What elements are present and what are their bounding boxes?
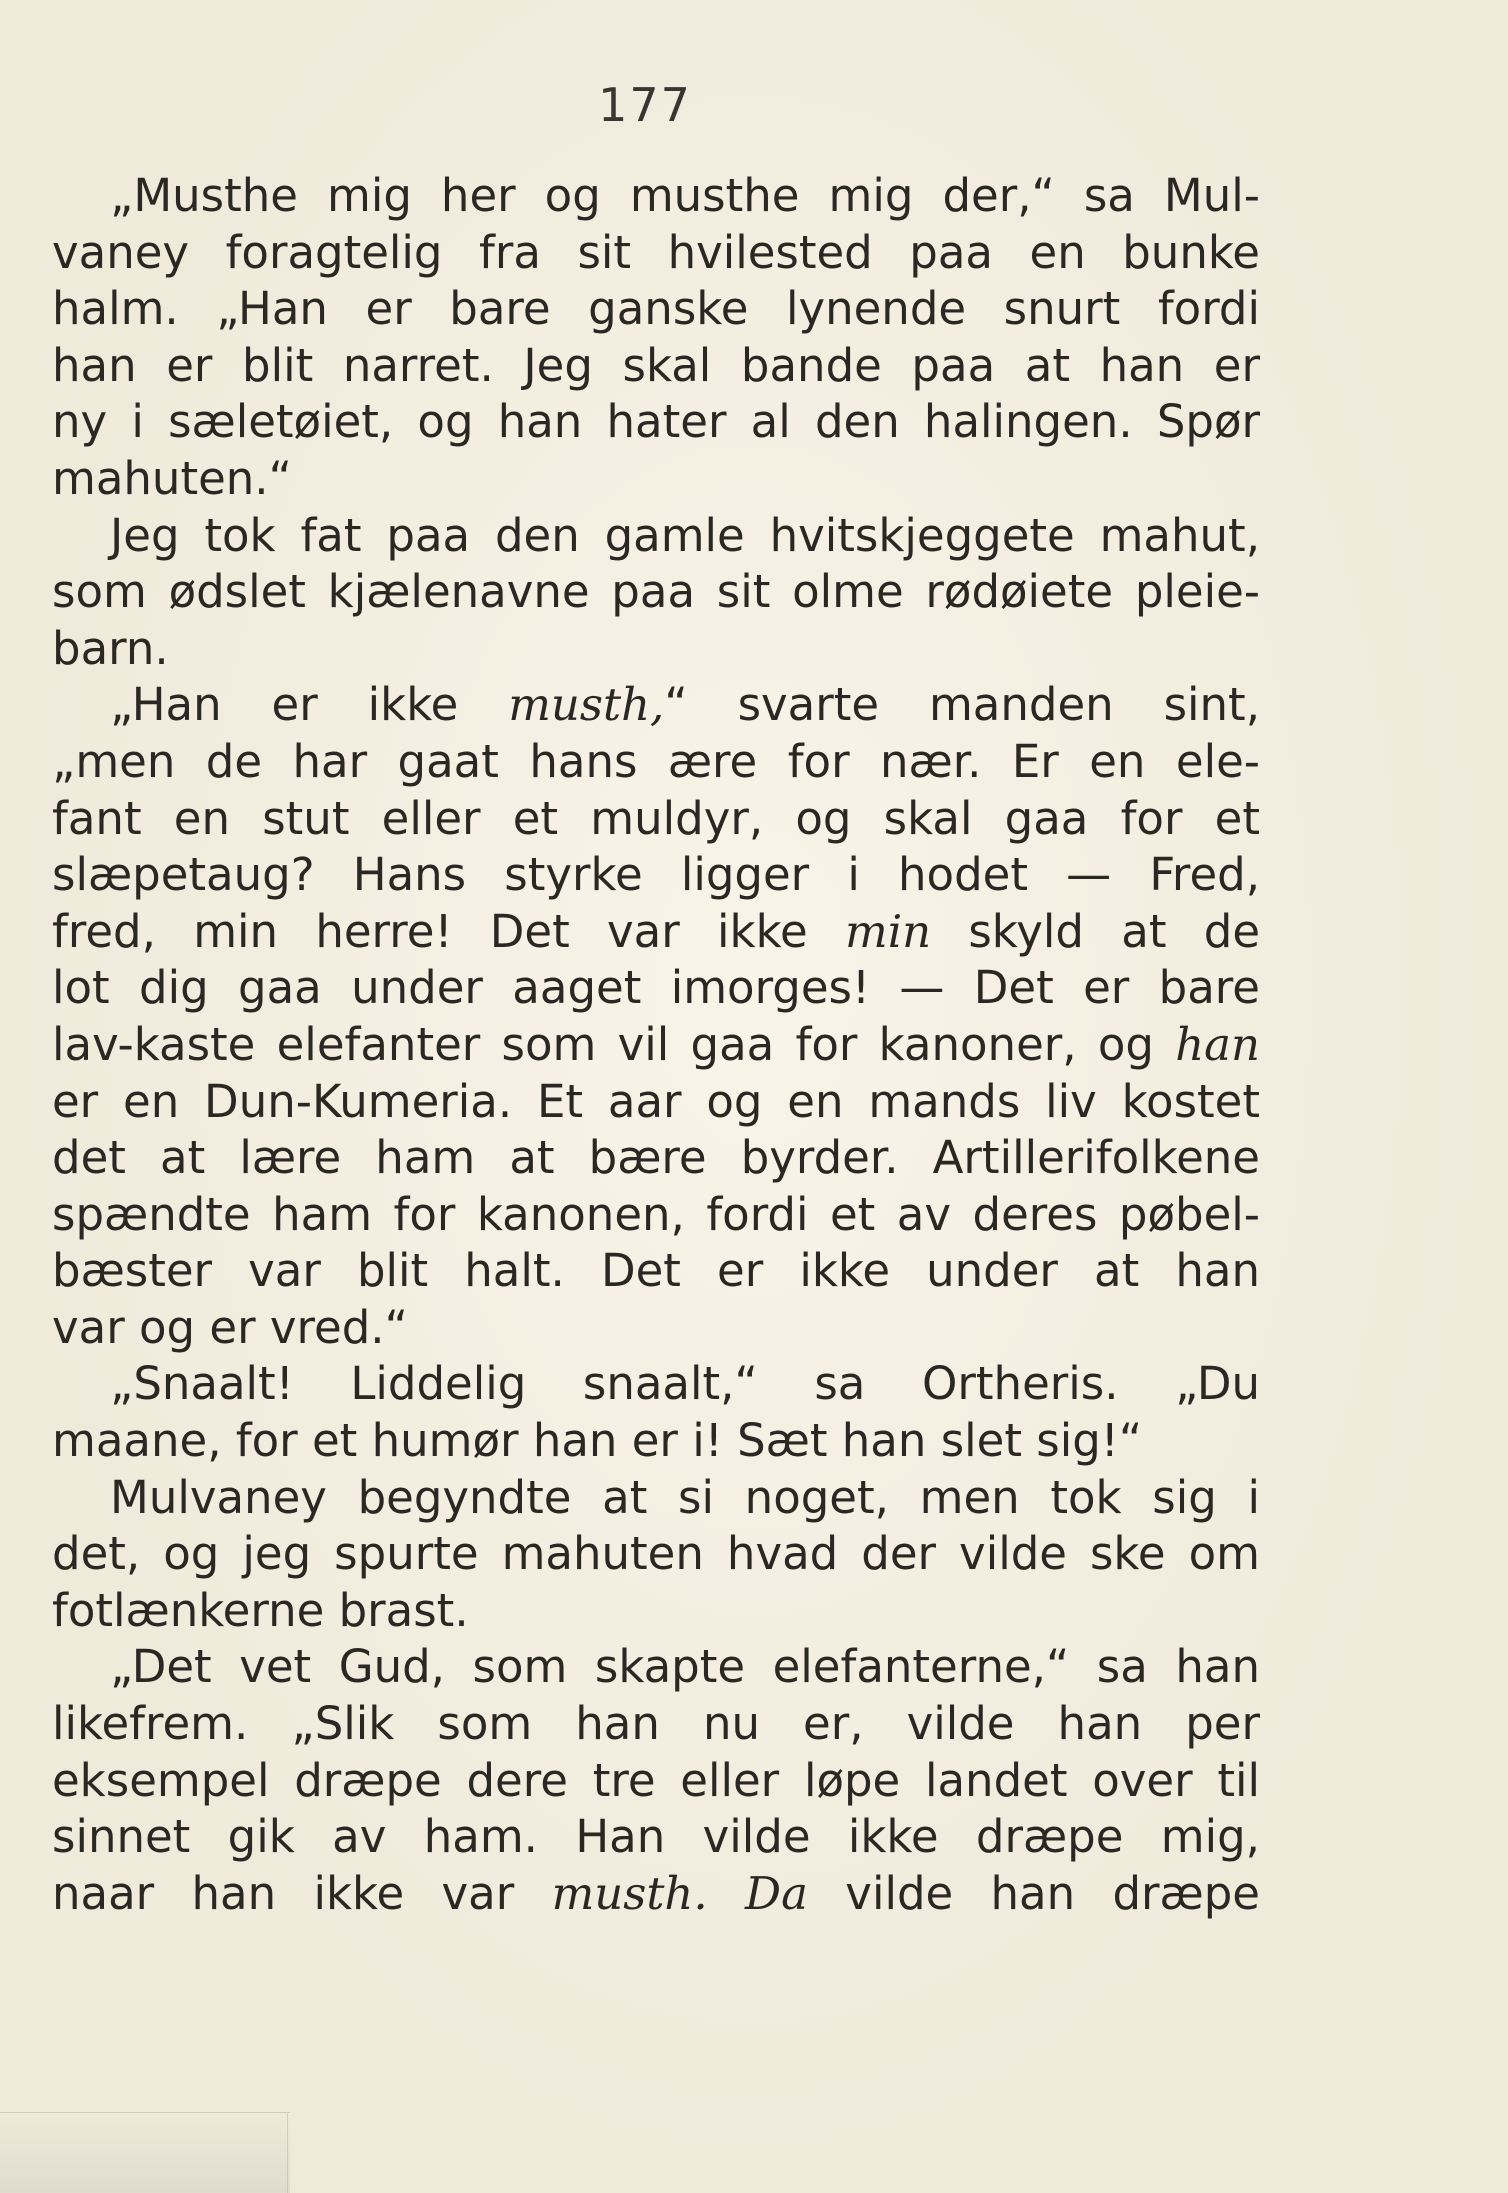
text-line (52, 1639, 1260, 1696)
text-run: naar han ikke var (52, 1866, 552, 1920)
text-run: maane, for et humør han er i! Sæt han slet sig!“ (52, 1414, 1143, 1468)
text-run: lot dig gaa under aaget imorges! — Det er bare (52, 961, 1260, 1015)
text-run: Mulvaney begyndte at si noget, men tok sig i (110, 1470, 1260, 1524)
italic-text-run: min (845, 904, 932, 958)
text-run: likefrem. „Slik som han nu er, vilde han per (52, 1697, 1260, 1751)
text-line (52, 1017, 1260, 1074)
text-run: barn. (52, 621, 169, 675)
text-run: mahuten.“ (52, 451, 292, 505)
body-text (52, 168, 1260, 1922)
text-line (52, 1413, 1260, 1470)
text-run: som ødslet kjælenavne paa sit olme rødøiete pleie- (52, 565, 1260, 619)
text-run: bæster var blit halt. Det er ikke under at han (52, 1244, 1260, 1298)
text-line (52, 847, 1260, 904)
text-run: „Musthe mig her og musthe mig der,“ sa Mul- (110, 169, 1260, 222)
text-run: vilde han dræpe (807, 1866, 1260, 1920)
page-corner-shadow (0, 2112, 290, 2193)
text-run: det, og jeg spurte mahuten hvad der vilde ske om (52, 1527, 1260, 1581)
text-line (52, 564, 1260, 621)
text-run: han er blit narret. Jeg skal bande paa at han er (52, 338, 1260, 392)
text-line (52, 168, 1260, 225)
text-run: fotlænkerne brast. (52, 1583, 469, 1637)
text-run: er en Dun-Kumeria. Et aar og en mands liv kostet (52, 1074, 1260, 1128)
text-run: var og er vred.“ (52, 1300, 408, 1354)
text-run: skyld at de (931, 904, 1261, 958)
text-run: „men de har gaat hans ære for nær. Er en ele- (52, 734, 1260, 788)
text-line (52, 394, 1260, 451)
text-line (52, 621, 1260, 678)
text-line (52, 1753, 1260, 1810)
text-run: spændte ham for kanonen, fordi et av deres pøbel- (52, 1187, 1260, 1241)
italic-text-run: Da (745, 1866, 808, 1920)
text-run: eksempel dræpe dere tre eller løpe landet over til (52, 1753, 1260, 1807)
text-line (52, 677, 1260, 734)
text-run (708, 1867, 745, 1920)
text-line (52, 451, 1260, 508)
text-line (52, 508, 1260, 565)
text-line (52, 1243, 1260, 1300)
text-line (52, 1526, 1260, 1583)
text-run: „Han er ikke (110, 678, 509, 732)
text-line (52, 1356, 1260, 1413)
text-line (52, 1470, 1260, 1527)
text-run: fred, min herre! Det var ikke (52, 904, 846, 958)
text-line (52, 791, 1260, 848)
text-run: slæpetaug? Hans styrke ligger i hodet — Fred, (52, 848, 1260, 902)
text-line (52, 338, 1260, 395)
text-run: det at lære ham at bære byrder. Artillerifolkene (52, 1131, 1260, 1185)
text-line (52, 1583, 1260, 1640)
text-line (52, 1300, 1260, 1357)
italic-text-run: han (1175, 1017, 1260, 1071)
text-line (52, 904, 1260, 961)
text-line (52, 281, 1260, 338)
text-line (52, 1187, 1260, 1244)
text-run: sinnet gik av ham. Han vilde ikke dræpe mig, (52, 1810, 1260, 1864)
text-run: lav-kaste elefanter som vil gaa for kanoner, og (52, 1017, 1176, 1071)
text-line (52, 1866, 1260, 1923)
text-line (52, 960, 1260, 1017)
text-run: „Det vet Gud, som skapte elefanterne,“ sa han (110, 1640, 1260, 1694)
page-corner-rule (287, 2113, 288, 2193)
text-line (52, 1809, 1260, 1866)
text-run: ny i sæletøiet, og han hater al den halingen. Spør (52, 395, 1260, 449)
italic-text-run: musth, (508, 678, 665, 732)
text-line (52, 1130, 1260, 1187)
text-line (52, 1074, 1260, 1131)
page-number: 177 (598, 78, 692, 132)
italic-text-run: musth. (551, 1866, 708, 1920)
text-line (52, 225, 1260, 282)
text-run: Jeg tok fat paa den gamle hvitskjeggete mahut, (110, 508, 1260, 562)
text-run: vaney foragtelig fra sit hvilested paa en bunke (52, 225, 1260, 279)
text-line (52, 1696, 1260, 1753)
text-run: fant en stut eller et muldyr, og skal gaa for et (52, 791, 1260, 845)
text-run: “ svarte manden sint, (664, 678, 1260, 732)
text-line (52, 734, 1260, 791)
text-run: „Snaalt! Liddelig snaalt,“ sa Ortheris. „Du (110, 1357, 1260, 1411)
text-run: halm. „Han er bare ganske lynende snurt fordi (52, 282, 1260, 336)
